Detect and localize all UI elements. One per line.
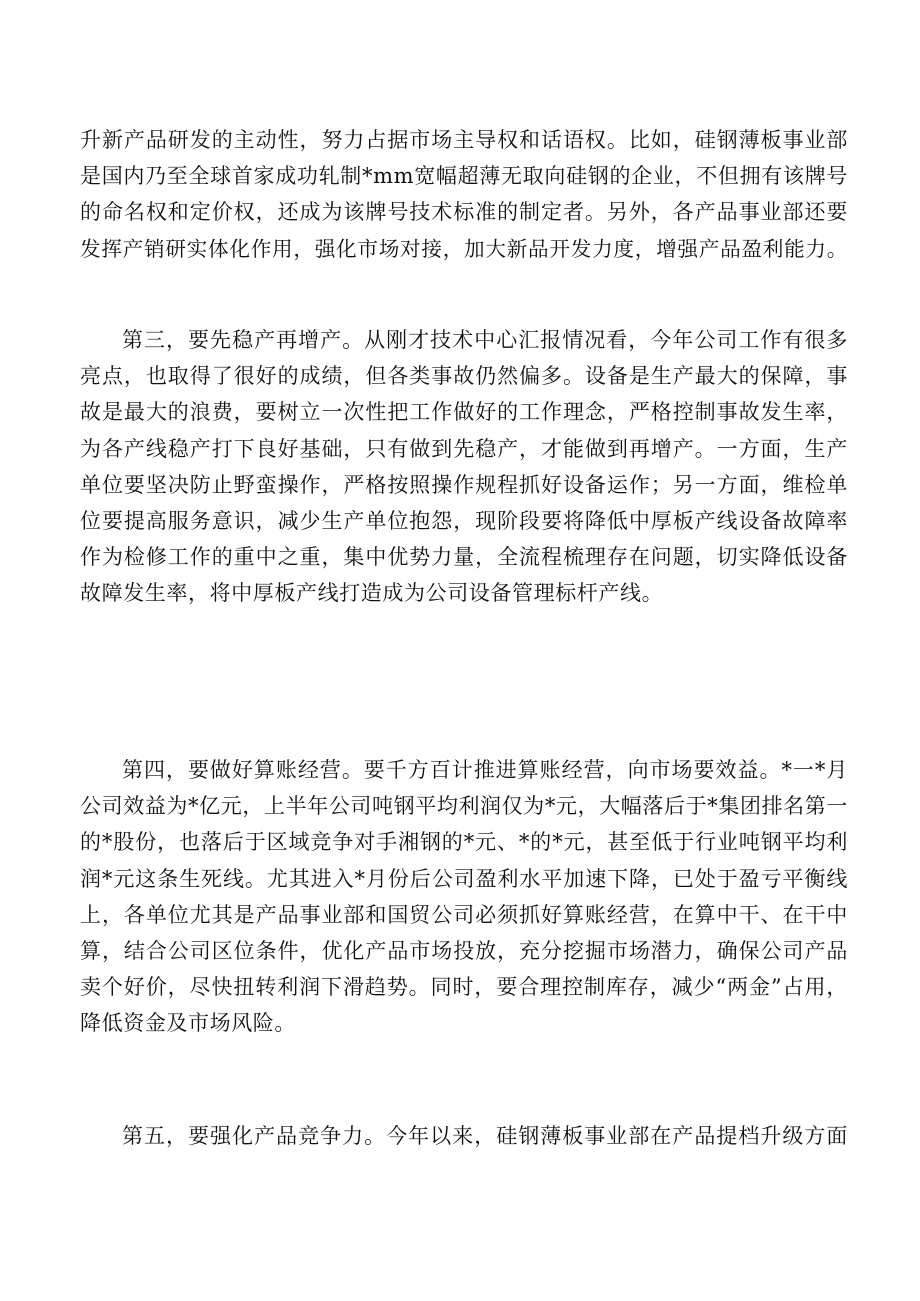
paragraph-fifth-point	[80, 1118, 848, 1154]
text-line: 上，各单位尤其是产品事业部和国贸公司必须抓好算账经营，在算中干、在干中	[80, 902, 848, 927]
text-line: 的命名权和定价权，还成为该牌号技术标准的制定者。另外，各产品事业部还要	[80, 200, 848, 225]
paragraph-continuation	[80, 122, 848, 267]
text-line: 位要提高服务意识，减少生产单位抱怨，现阶段要将降低中厚板产线设备故障率	[80, 509, 848, 534]
text-line: 是国内乃至全球首家成功轧制*mm宽幅超薄无取向硅钢的企业，不但拥有该牌号	[80, 164, 848, 189]
text-line: 的*股份，也落后于区域竞争对手湘钢的*元、*的*元，甚至低于行业吨钢平均利	[80, 830, 848, 855]
text-line: 第三，要先稳产再增产。从刚才技术中心汇报情况看，今年公司工作有很多	[122, 328, 848, 352]
text-line: 卖个好价，尽快扭转利润下滑趋势。同时，要合理控制库存，减少“两金”占用，	[80, 975, 848, 1000]
text-line: 作为检修工作的重中之重，集中优势力量，全流程梳理存在问题，切实降低设备	[80, 545, 848, 570]
text-line: 故是最大的浪费，要树立一次性把工作做好的工作理念，严格控制事故发生率，	[80, 400, 848, 425]
text-line: 升新产品研发的主动性，努力占据市场主导权和话语权。比如，硅钢薄板事业部	[80, 128, 848, 152]
text-line: 单位要坚决防止野蛮操作，严格按照操作规程抓好设备运作；另一方面，维检单	[80, 472, 848, 497]
text-line: 第五，要强化产品竞争力。今年以来，硅钢薄板事业部在产品提档升级方面	[122, 1124, 848, 1148]
text-line: 算，结合公司区位条件，优化产品市场投放，充分挖掘市场潜力，确保公司产品	[80, 939, 848, 964]
text-line: 亮点，也取得了很好的成绩，但各类事故仍然偏多。设备是生产最大的保障，事	[80, 364, 848, 389]
text-line: 降低资金及市场风险。	[80, 1011, 296, 1036]
text-line: 为各产线稳产打下良好基础，只有做到先稳产，才能做到再增产。一方面，生产	[80, 436, 848, 461]
text-line: 故障发生率，将中厚板产线打造成为公司设备管理标杆产线。	[80, 581, 664, 606]
text-line: 第四，要做好算账经营。要千方百计推进算账经营，向市场要效益。*一*月	[122, 758, 848, 782]
paragraph-fourth-point	[80, 752, 848, 1042]
text-line: 公司效益为*亿元，上半年公司吨钢平均利润仅为*元，大幅落后于*集团排名第一	[80, 794, 848, 819]
text-line: 发挥产销研实体化作用，强化市场对接，加大新品开发力度，增强产品盈利能力。	[80, 236, 848, 261]
paragraph-third-point	[80, 322, 848, 612]
text-line: 润*元这条生死线。尤其进入*月份后公司盈利水平加速下降，已处于盈亏平衡线	[80, 866, 848, 891]
